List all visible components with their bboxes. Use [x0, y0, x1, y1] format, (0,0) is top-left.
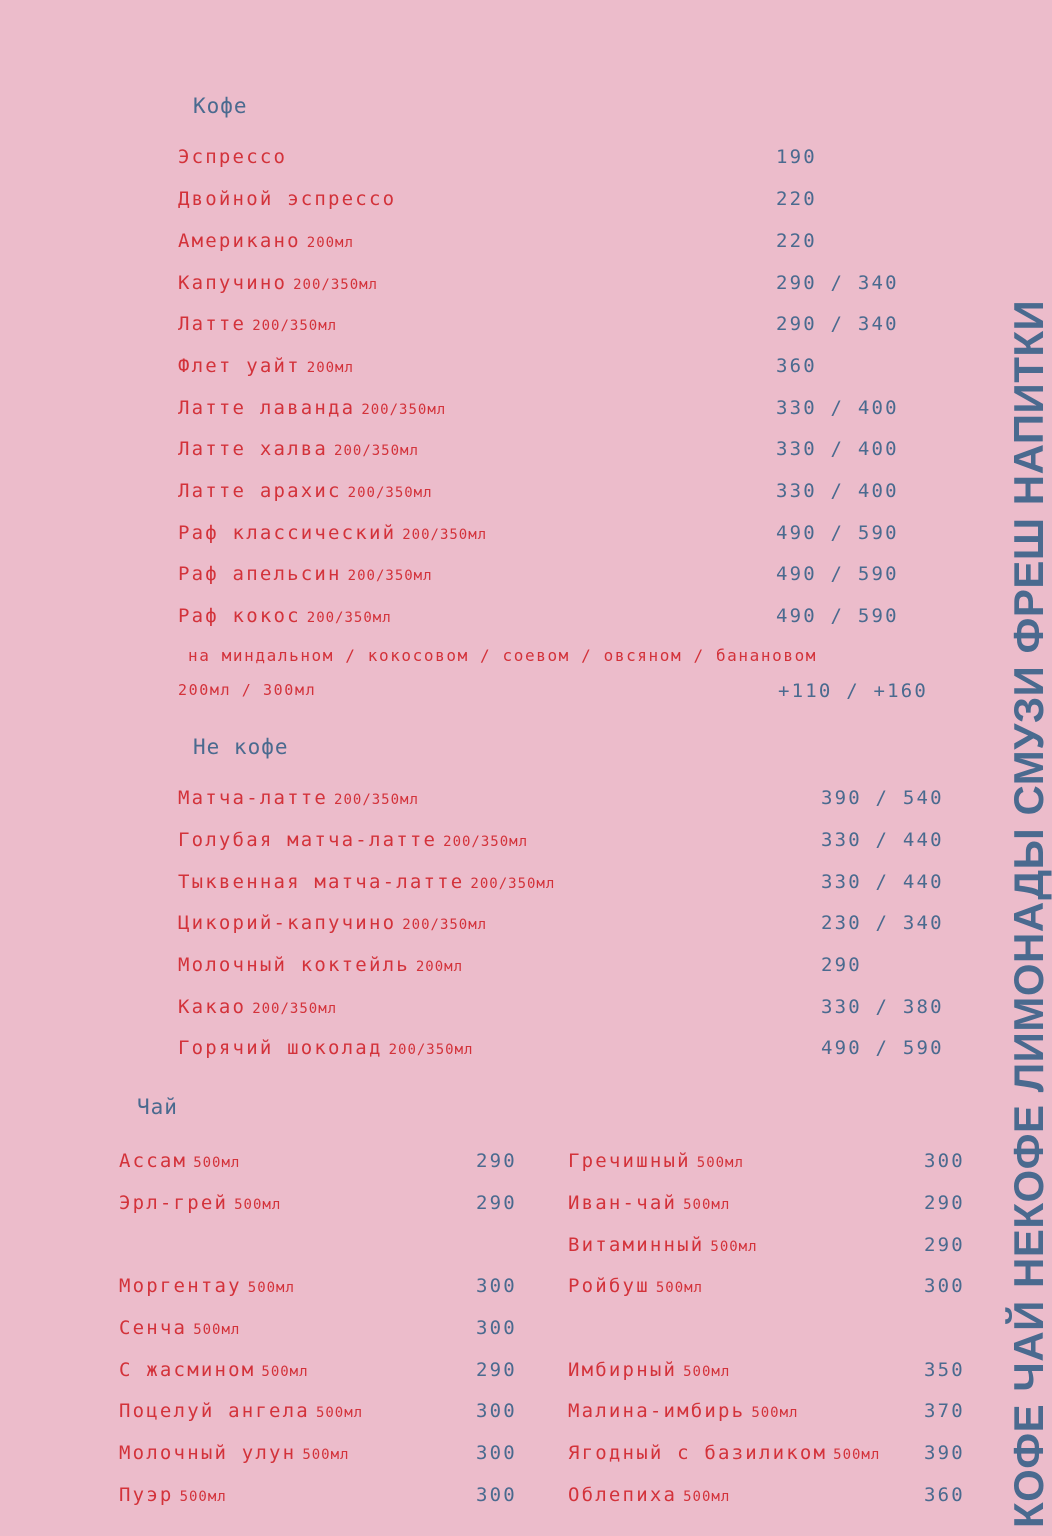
item-name: Гречишный 500мл — [568, 1150, 744, 1172]
item-name: Ассам 500мл — [119, 1150, 241, 1172]
item-price: 300 — [476, 1400, 517, 1422]
item-name: Витаминный 500мл — [568, 1234, 758, 1256]
item-volume: 500мл — [710, 1239, 758, 1255]
menu-item — [568, 1188, 968, 1218]
menu-item — [119, 1146, 519, 1176]
menu-item — [178, 351, 938, 381]
item-name: Латте арахис 200/350мл — [178, 480, 433, 502]
menu-item — [178, 783, 968, 813]
item-volume: 500мл — [247, 1280, 295, 1296]
item-volume: 500мл — [683, 1364, 731, 1380]
item-price: 230 / 340 — [821, 912, 944, 934]
item-volume: 500мл — [683, 1489, 731, 1505]
item-name: Облепиха 500мл — [568, 1484, 731, 1506]
item-volume: 200/350мл — [306, 610, 392, 626]
item-price: 330 / 440 — [821, 829, 944, 851]
item-volume: 200/350мл — [334, 443, 419, 459]
item-price: 360 — [924, 1484, 965, 1506]
item-price: 290 — [924, 1192, 965, 1214]
item-volume: 200/350мл — [361, 402, 447, 418]
menu-item — [178, 434, 938, 464]
item-volume: 500мл — [683, 1197, 731, 1213]
item-price: 330 / 400 — [776, 397, 899, 419]
item-volume: 500мл — [193, 1155, 241, 1171]
item-name: Моргентау 500мл — [119, 1275, 295, 1297]
item-price: 330 / 380 — [821, 996, 944, 1018]
item-price: 390 / 540 — [821, 787, 944, 809]
menu-item — [119, 1480, 519, 1510]
menu-item — [568, 1396, 968, 1426]
item-name: Голубая матча-латте 200/350мл — [178, 829, 528, 851]
item-name: Латте халва 200/350мл — [178, 438, 419, 460]
item-name: Тыквенная матча-латте 200/350мл — [178, 871, 556, 893]
menu-item — [178, 142, 938, 172]
item-name: Американо 200мл — [178, 230, 354, 252]
item-price: 300 — [476, 1442, 517, 1464]
item-price: 300 — [476, 1317, 517, 1339]
menu-item — [568, 1271, 968, 1301]
item-name: Матча-латте 200/350мл — [178, 787, 419, 809]
item-name: Капучино 200/350мл — [178, 272, 378, 294]
menu-item — [178, 867, 968, 897]
item-name: Раф классический 200/350мл — [178, 522, 488, 544]
item-price: 290 — [476, 1359, 517, 1381]
menu-item — [178, 309, 938, 339]
item-name: Малина-имбирь 500мл — [568, 1400, 799, 1422]
item-price: 370 — [924, 1400, 965, 1422]
item-name: Имбирный 500мл — [568, 1359, 731, 1381]
item-name: Эрл-грей 500мл — [119, 1192, 282, 1214]
menu-item — [178, 908, 968, 938]
item-price: 490 / 590 — [776, 522, 899, 544]
menu-item — [178, 601, 938, 631]
menu-item — [119, 1396, 519, 1426]
item-volume: 200/350мл — [388, 1042, 474, 1058]
item-price: 290 — [821, 954, 862, 976]
item-price: 330 / 400 — [776, 438, 899, 460]
item-name: Латте 200/350мл — [178, 313, 338, 335]
item-volume: 500мл — [696, 1155, 744, 1171]
item-volume: 200/350мл — [293, 277, 378, 293]
item-volume: 500мл — [234, 1197, 282, 1213]
menu-item — [178, 559, 938, 589]
item-volume: 200/350мл — [402, 917, 488, 933]
alt-milk-price: +110 / +160 — [778, 680, 929, 702]
item-price: 300 — [924, 1150, 965, 1172]
item-name: Флет уайт 200мл — [178, 355, 354, 377]
item-name: С жасмином 500мл — [119, 1359, 309, 1381]
item-volume: 500мл — [655, 1280, 703, 1296]
item-price: 290 — [924, 1234, 965, 1256]
item-price: 330 / 440 — [821, 871, 944, 893]
menu-item — [119, 1313, 519, 1343]
item-price: 490 / 590 — [776, 605, 899, 627]
menu-item — [178, 518, 938, 548]
item-price: 350 — [924, 1359, 965, 1381]
item-price: 390 — [924, 1442, 965, 1464]
item-name: Двойной эспрессо — [178, 188, 397, 210]
menu-item — [119, 1355, 519, 1385]
item-volume: 200мл — [306, 235, 354, 251]
menu-item — [178, 1033, 968, 1063]
menu-item — [178, 184, 938, 214]
item-volume: 500мл — [261, 1364, 309, 1380]
item-name: Латте лаванда 200/350мл — [178, 397, 447, 419]
item-name: Какао 200/350мл — [178, 996, 338, 1018]
menu-item — [119, 1271, 519, 1301]
menu-item — [178, 268, 938, 298]
alt-milk-volume: 200мл / 300мл — [178, 681, 317, 699]
item-volume: 500мл — [315, 1405, 364, 1421]
item-volume: 200/350мл — [470, 876, 556, 892]
item-price: 490 / 590 — [821, 1037, 944, 1059]
menu-categories-vertical-title: КОФЕ ЧАЙ НЕКОФЕ ЛИМОНАДЫ СМУЗИ ФРЕШ НАПИТКИ — [1005, 299, 1052, 1528]
item-volume: 500мл — [833, 1447, 881, 1463]
item-volume: 200/350мл — [443, 834, 528, 850]
menu-item — [568, 1438, 968, 1468]
item-name: Раф апельсин 200/350мл — [178, 563, 433, 585]
item-volume: 200/350мл — [402, 527, 488, 543]
menu-item — [568, 1146, 968, 1176]
not-coffee-section-title: Не кофе — [193, 735, 289, 759]
item-volume: 200/350мл — [347, 568, 433, 584]
item-price: 290 — [476, 1192, 517, 1214]
item-name: Молочный улун 500мл — [119, 1442, 350, 1464]
item-price: 490 / 590 — [776, 563, 899, 585]
item-volume: 200мл — [415, 959, 464, 975]
menu-item — [178, 226, 938, 256]
item-name: Раф кокос 200/350мл — [178, 605, 392, 627]
item-volume: 500мл — [193, 1322, 241, 1338]
item-volume: 500мл — [302, 1447, 350, 1463]
item-volume: 200/350мл — [252, 318, 338, 334]
menu-item — [178, 476, 938, 506]
item-price: 220 — [776, 188, 817, 210]
item-price: 290 / 340 — [776, 313, 899, 335]
item-name: Эспрессо — [178, 146, 288, 168]
menu-item — [568, 1480, 968, 1510]
alt-milk-note: на миндальном / кокосовом / соевом / овсяном / банановом — [188, 646, 818, 665]
item-volume: 200/350мл — [252, 1001, 338, 1017]
item-name: Цикорий-капучино 200/350мл — [178, 912, 488, 934]
item-price: 190 — [776, 146, 817, 168]
menu-item — [178, 825, 968, 855]
item-volume: 500мл — [179, 1489, 227, 1505]
menu-item — [178, 992, 968, 1022]
item-price: 300 — [476, 1275, 517, 1297]
item-volume: 500мл — [751, 1405, 799, 1421]
item-name: Иван-чай 500мл — [568, 1192, 731, 1214]
item-name: Ройбуш 500мл — [568, 1275, 703, 1297]
item-name: Горячий шоколад 200/350мл — [178, 1037, 474, 1059]
tea-section-title: Чай — [137, 1095, 178, 1119]
menu-item — [178, 393, 938, 423]
item-volume: 200/350мл — [334, 792, 419, 808]
item-price: 330 / 400 — [776, 480, 899, 502]
coffee-section-title: Кофе — [193, 94, 248, 118]
item-name: Пуэр 500мл — [119, 1484, 227, 1506]
menu-item — [119, 1438, 519, 1468]
item-name: Ягодный с базиликом 500мл — [568, 1442, 881, 1464]
item-price: 290 / 340 — [776, 272, 899, 294]
item-price: 290 — [476, 1150, 517, 1172]
item-name: Молочный коктейль 200мл — [178, 954, 464, 976]
menu-item — [119, 1188, 519, 1218]
menu-item — [178, 950, 968, 980]
menu-item — [568, 1355, 968, 1385]
item-name: Поцелуй ангела 500мл — [119, 1400, 364, 1422]
item-name: Сенча 500мл — [119, 1317, 241, 1339]
item-volume: 200/350мл — [347, 485, 433, 501]
item-price: 300 — [924, 1275, 965, 1297]
item-price: 360 — [776, 355, 817, 377]
item-price: 220 — [776, 230, 817, 252]
item-volume: 200мл — [306, 360, 354, 376]
item-price: 300 — [476, 1484, 517, 1506]
menu-item — [568, 1230, 968, 1260]
